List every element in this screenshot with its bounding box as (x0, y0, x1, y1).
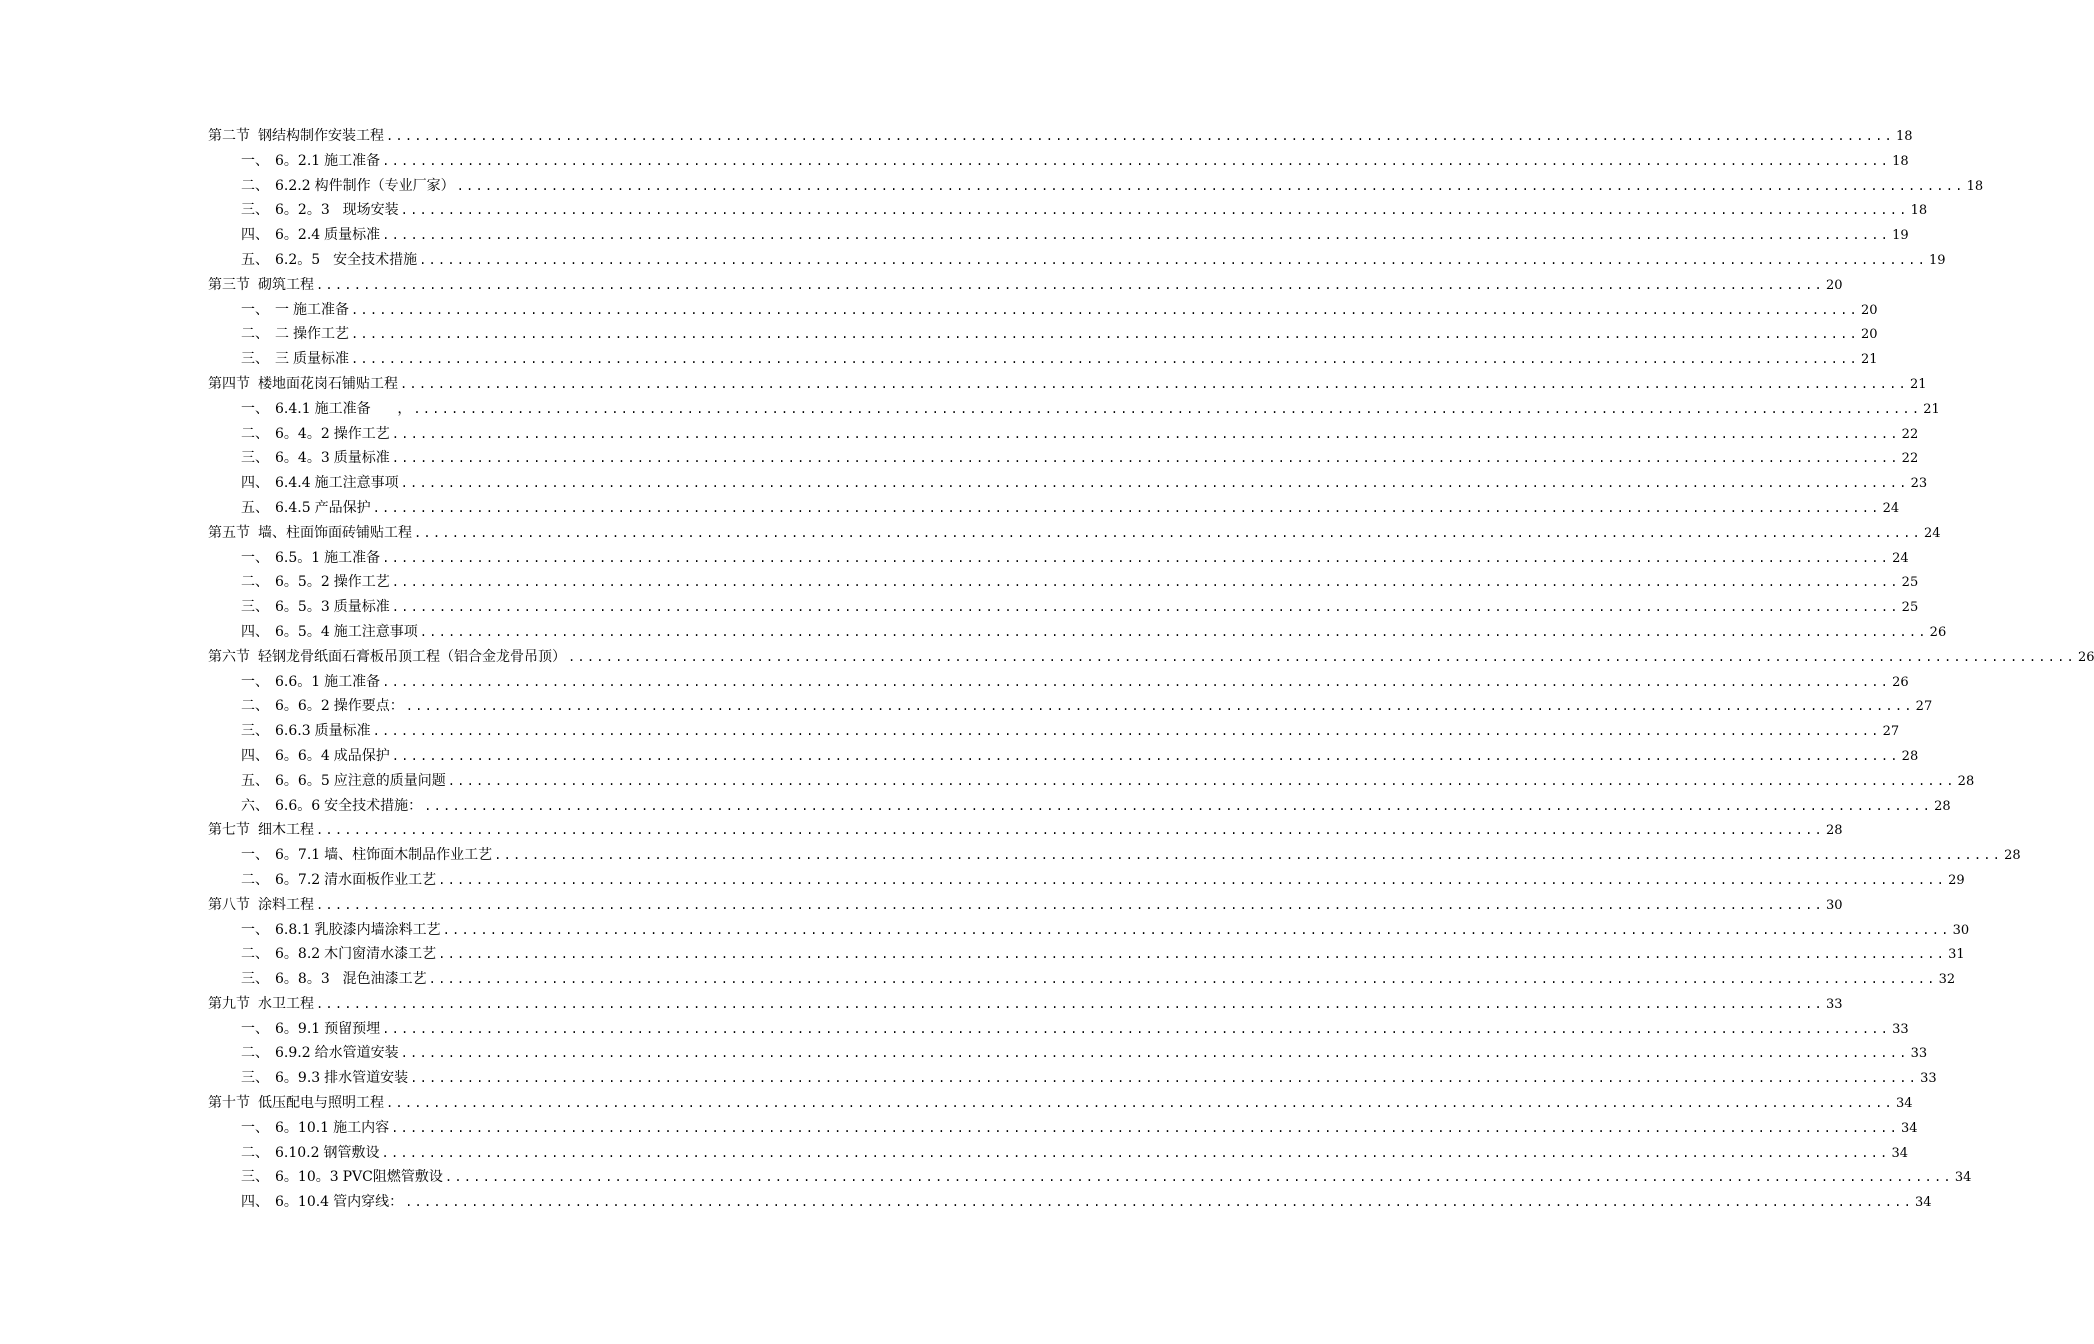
toc-entry-title: 操作工艺 (333, 574, 390, 591)
toc-entry-ordinal: 一、 (241, 921, 269, 938)
toc-page-number: 26 (2077, 649, 2094, 665)
toc-entry-title: 低压配电与照明工程 (258, 1095, 384, 1112)
toc-page-number: 31 (1948, 947, 1965, 963)
toc-entry-ordinal: 六、 (241, 797, 269, 814)
toc-entry-title: PVC阻燃管敷设 (342, 1169, 443, 1186)
toc-entry-title: 施工准备 ， (314, 400, 412, 417)
toc-entry-ordinal: 三、 (241, 1169, 269, 1186)
toc-entry-title: 清水面板作业工艺 (324, 871, 437, 888)
toc-entry[interactable] (208, 1190, 1932, 1215)
toc-section[interactable] (208, 645, 2094, 670)
toc-entry-ordinal: 第四节 (208, 375, 250, 392)
toc-entry-ordinal: 第六节 (208, 648, 250, 665)
toc-section[interactable] (208, 818, 1843, 843)
toc-entry-ordinal: 第二节 (208, 128, 250, 144)
toc-entry-title: 预留预埋 (324, 1020, 381, 1037)
toc-entry-ordinal: 五、 (241, 772, 269, 789)
toc-page-number: 34 (1891, 1145, 1909, 1161)
toc-entry-title: 施工注意事项 (333, 623, 418, 640)
toc-entry-number: 6。5。2 (275, 574, 330, 591)
toc-entry[interactable] (208, 967, 1956, 992)
toc-entry[interactable] (208, 719, 1900, 744)
toc-entry[interactable] (208, 174, 1984, 199)
toc-section[interactable] (208, 992, 1843, 1017)
toc-entry-ordinal: 二、 (241, 425, 269, 442)
toc-page-number: 18 (1910, 203, 1928, 219)
toc-entry[interactable] (208, 1116, 1918, 1141)
toc-entry-ordinal: 第九节 (208, 995, 250, 1012)
toc-page-number: 24 (1923, 525, 1941, 541)
toc-entry-ordinal: 一、 (241, 1020, 269, 1037)
toc-entry-number: 6。7.1 (275, 847, 321, 864)
toc-entry-number: 二 (275, 326, 289, 343)
toc-entry-number: 6。9.1 (275, 1020, 321, 1037)
toc-page-number: 32 (1938, 972, 1956, 988)
toc-entry[interactable] (208, 322, 1878, 347)
toc-page-number: 28 (1825, 823, 1843, 839)
dot-leader: ................................................................................................................................................................ (391, 575, 1900, 590)
toc-entry[interactable] (208, 1165, 1972, 1190)
toc-page-number: 18 (1966, 178, 1984, 194)
toc-page-number: 22 (1901, 426, 1919, 442)
dot-leader: ................................................................................................................................................................ (438, 947, 1947, 962)
dot-leader: ................................................................................................................................................................ (316, 277, 1824, 292)
toc-entry-ordinal: 一、 (241, 847, 269, 864)
toc-section[interactable] (208, 273, 1843, 298)
dot-leader: ................................................................................................................................................................ (382, 550, 1891, 565)
toc-entry-ordinal: 三、 (241, 1070, 269, 1087)
toc-entry-ordinal: 一、 (241, 1119, 269, 1136)
dot-leader: ................................................................................................................................................................ (386, 129, 1894, 143)
toc-entry-number: 6.4.4 (275, 475, 311, 492)
toc-entry-title: 质量标准 (333, 450, 390, 467)
toc-entry-number: 6.4.5 (275, 499, 311, 516)
dot-leader: ................................................................................................................................................................ (391, 426, 1900, 441)
toc-section[interactable] (208, 521, 1941, 546)
toc-entry-title: 构件制作（专业厂家） (314, 177, 455, 194)
dot-leader: ................................................................................................................................................................ (391, 600, 1900, 615)
toc-entry-title: 操作要点： (333, 698, 404, 715)
toc-entry[interactable] (208, 570, 1919, 595)
toc-entry-number: 6。6。2 (275, 698, 330, 715)
dot-leader: ................................................................................................................................................................ (447, 773, 1956, 788)
dot-leader: ................................................................................................................................................................ (382, 153, 1891, 168)
toc-entry[interactable] (208, 223, 1909, 248)
dot-leader: ................................................................................................................................................................ (568, 649, 2076, 664)
toc-entry[interactable] (208, 422, 1919, 447)
dot-leader: ................................................................................................................................................................ (316, 996, 1824, 1011)
dot-leader: ................................................................................................................................................................ (351, 352, 1859, 367)
dot-leader: ................................................................................................................................................................ (391, 451, 1900, 466)
toc-entry[interactable] (208, 546, 1909, 571)
toc-entry-title: 施工准备 (293, 301, 349, 318)
toc-entry-title: 楼地面花岗石铺贴工程 (258, 375, 398, 392)
toc-entry-number: 6。5。3 (275, 599, 330, 616)
toc-page-number: 24 (1892, 550, 1909, 566)
toc-page-number: 26 (1929, 624, 1947, 640)
toc-entry-ordinal: 二、 (241, 574, 269, 591)
toc-entry-title: 水卫工程 (258, 995, 314, 1012)
toc-entry-number: 6.6.3 (275, 723, 311, 740)
toc-page-number: 21 (1909, 376, 1927, 392)
toc-entry-number: 6.9.2 (275, 1045, 311, 1062)
toc-entry-title: 操作工艺 (293, 326, 349, 343)
toc-entry-ordinal: 五、 (241, 499, 269, 516)
toc-entry-number: 6。6。5 (275, 772, 330, 789)
toc-entry-title: 钢管敷设 (323, 1144, 380, 1161)
dot-leader: ................................................................................................................................................................ (391, 748, 1900, 763)
toc-entry-title: 给水管道安装 (314, 1045, 399, 1062)
toc-entry-ordinal: 三、 (241, 351, 269, 368)
toc-page-number: 20 (1825, 277, 1843, 293)
toc-entry-title: 轻钢龙骨纸面石膏板吊顶工程（铝合金龙骨吊顶） (258, 648, 566, 665)
toc-entry[interactable] (208, 496, 1900, 521)
toc-entry-number: 6。4。3 (275, 450, 330, 467)
toc-page-number: 20 (1860, 302, 1878, 318)
toc-entry-ordinal: 三、 (241, 723, 269, 740)
toc-page-number: 26 (1892, 674, 1909, 690)
toc-entry[interactable] (208, 595, 1919, 620)
toc-entry[interactable] (208, 347, 1878, 372)
dot-leader: ................................................................................................................................................................ (413, 401, 1922, 416)
toc-entry-ordinal: 二、 (241, 698, 269, 715)
toc-entry-ordinal: 二、 (241, 1144, 269, 1161)
toc-entry-title: 施工内容 (333, 1119, 390, 1136)
toc-entry-title: 安全技术措施： (324, 797, 423, 814)
toc-entry-number: 6.2.2 (275, 177, 311, 194)
toc-page-number: 20 (1860, 327, 1878, 343)
toc-entry[interactable] (208, 446, 1919, 471)
toc-entry-ordinal: 四、 (241, 623, 269, 640)
toc-page-number: 28 (1934, 798, 1951, 814)
toc-entry-ordinal: 第五节 (208, 524, 250, 541)
toc-entry[interactable] (208, 694, 1933, 719)
toc-entry-title: 施工准备 (324, 673, 381, 690)
toc-entry-title: 质量标准 (333, 599, 390, 616)
toc-entry-title: 产品保护 (314, 499, 371, 516)
toc-entry-number: 6.6。6 (275, 797, 321, 814)
toc-section[interactable] (208, 124, 1913, 149)
dot-leader: ................................................................................................................................................................ (438, 872, 1947, 887)
toc-entry[interactable] (208, 942, 1965, 967)
toc-entry-number: 6。4。2 (275, 425, 330, 442)
toc-entry[interactable] (208, 1141, 1909, 1166)
toc-entry-title: 排水管道安装 (324, 1070, 409, 1087)
toc-entry-number: 三 (275, 351, 289, 368)
toc-entry[interactable] (208, 843, 2021, 868)
toc-page-number: 25 (1901, 600, 1919, 616)
toc-section[interactable] (208, 893, 1843, 918)
toc-entry[interactable] (208, 1041, 1928, 1066)
toc-entry-title: 安全技术措施 (324, 251, 418, 268)
toc-entry-title: 施工准备 (324, 549, 381, 566)
toc-entry-title: 质量标准 (324, 227, 381, 244)
toc-page-number: 18 (1892, 153, 1909, 169)
dot-leader: ................................................................................................................................................................ (386, 1096, 1894, 1111)
toc-entry-ordinal: 一、 (241, 400, 269, 417)
toc-entry-ordinal: 二、 (241, 946, 269, 963)
toc-section[interactable] (208, 1091, 1913, 1116)
dot-leader: ................................................................................................................................................................ (316, 897, 1824, 912)
dot-leader: ................................................................................................................................................................ (405, 1195, 1914, 1210)
toc-entry-number: 6.10.2 (275, 1144, 320, 1161)
toc-entry-title: 墙、柱面饰面砖铺贴工程 (258, 524, 412, 541)
toc-entry[interactable] (208, 248, 1946, 273)
toc-entry-number: 6。5。4 (275, 623, 330, 640)
dot-leader: ................................................................................................................................................................ (428, 972, 1937, 987)
dot-leader: ................................................................................................................................................................ (381, 1145, 1890, 1160)
dot-leader: ................................................................................................................................................................ (382, 1021, 1891, 1036)
toc-entry[interactable] (208, 149, 1909, 174)
toc-entry-number: 6。8。3 (275, 971, 330, 988)
dot-leader: ................................................................................................................................................................ (382, 228, 1891, 243)
dot-leader: ................................................................................................................................................................ (400, 376, 1908, 391)
toc-entry[interactable] (208, 1017, 1909, 1042)
toc-page-number: 33 (1825, 996, 1843, 1012)
toc-entry-ordinal: 一、 (241, 301, 269, 318)
toc-entry-ordinal: 四、 (241, 475, 269, 492)
toc-page-number: 24 (1882, 500, 1900, 516)
toc-page-number: 34 (1901, 1120, 1918, 1136)
toc-page-number: 28 (2004, 848, 2021, 864)
toc-entry-title: 施工注意事项 (314, 475, 399, 492)
dot-leader: ................................................................................................................................................................ (442, 922, 1951, 937)
toc-entry-title: 质量标准 (293, 351, 349, 368)
toc-entry[interactable] (208, 397, 1940, 422)
toc-page-number: 27 (1882, 724, 1900, 740)
toc-entry-number: 6。10.1 (275, 1119, 330, 1136)
dot-leader: ................................................................................................................................................................ (391, 1120, 1900, 1135)
toc-entry-number: 6.5。1 (275, 549, 321, 566)
toc-entry-ordinal: 二、 (241, 871, 269, 888)
toc-entry-title: 质量标准 (314, 723, 371, 740)
toc-page-number: 34 (1915, 1195, 1932, 1211)
dot-leader: ................................................................................................................................................................ (400, 476, 1909, 491)
toc-entry[interactable] (208, 1066, 1937, 1091)
dot-leader: ................................................................................................................................................................ (372, 724, 1881, 739)
toc-page-number: 30 (1825, 897, 1843, 913)
toc-entry-ordinal: 五、 (241, 251, 269, 268)
dot-leader: ................................................................................................................................................................ (424, 798, 1933, 813)
toc-entry[interactable] (208, 794, 1951, 819)
toc-entry-title: 乳胶漆内墙涂料工艺 (314, 921, 441, 938)
toc-page-number: 27 (1915, 699, 1933, 715)
toc-entry-title: 钢结构制作安装工程 (258, 128, 384, 144)
toc-entry[interactable] (208, 620, 1947, 645)
dot-leader: ................................................................................................................................................................ (410, 1071, 1919, 1086)
toc-entry-title: 墙、柱饰面木制品作业工艺 (324, 847, 493, 864)
toc-entry[interactable] (208, 918, 1970, 943)
toc-entry-ordinal: 三、 (241, 202, 269, 219)
toc-entry-number: 6。10。3 (275, 1169, 339, 1186)
dot-leader: ................................................................................................................................................................ (400, 203, 1909, 218)
toc-entry-ordinal: 二、 (241, 326, 269, 343)
toc-entry-ordinal: 一、 (241, 673, 269, 690)
toc-entry-ordinal: 二、 (241, 1045, 269, 1062)
toc-page-number: 21 (1860, 352, 1878, 368)
toc-entry[interactable] (208, 298, 1878, 323)
toc-entry[interactable] (208, 868, 1965, 893)
toc-entry-number: 6。2.1 (275, 152, 321, 169)
dot-leader: ................................................................................................................................................................ (419, 252, 1928, 267)
toc-entry-ordinal: 第八节 (208, 896, 250, 913)
toc-entry-number: 6.2。5 (275, 251, 321, 268)
toc-page-number: 33 (1920, 1071, 1937, 1087)
toc-page-number: 28 (1901, 748, 1919, 764)
dot-leader: ................................................................................................................................................................ (419, 624, 1928, 639)
toc-entry[interactable] (208, 769, 1975, 794)
toc-entry-title: 应注意的质量问题 (333, 772, 446, 789)
toc-page-number: 33 (1892, 1021, 1909, 1037)
toc-section[interactable] (208, 372, 1927, 397)
toc-entry-title: 涂料工程 (258, 896, 314, 913)
toc-entry-ordinal: 三、 (241, 599, 269, 616)
dot-leader: ................................................................................................................................................................ (400, 1046, 1909, 1061)
toc-entry-title: 砌筑工程 (258, 276, 314, 293)
dot-leader: ................................................................................................................................................................ (316, 823, 1824, 838)
toc-entry-number: 6。2。3 (275, 202, 330, 219)
toc-entry-number: 一 (275, 301, 289, 318)
toc-entry-title: 成品保护 (333, 747, 390, 764)
toc-page-number: 21 (1923, 401, 1940, 417)
dot-leader: ................................................................................................................................................................ (456, 178, 1965, 193)
toc-entry[interactable] (208, 670, 1909, 695)
toc-entry[interactable] (208, 471, 1928, 496)
toc-entry-title: 管内穿线： (333, 1194, 404, 1211)
toc-entry-number: 6。2.4 (275, 227, 321, 244)
toc-page-number: 19 (1929, 252, 1946, 268)
toc-entry-number: 6。10.4 (275, 1194, 330, 1211)
toc-page-number: 29 (1948, 872, 1965, 888)
toc-page-number: 19 (1892, 228, 1909, 244)
dot-leader: ................................................................................................................................................................ (382, 674, 1891, 689)
toc-entry-ordinal: 一、 (241, 549, 269, 566)
toc-entry-ordinal: 一、 (241, 152, 269, 169)
toc-page-number: 22 (1901, 451, 1919, 467)
dot-leader: ................................................................................................................................................................ (351, 327, 1859, 342)
toc-entry-ordinal: 四、 (241, 1194, 269, 1211)
toc-entry-title: 细木工程 (258, 822, 314, 839)
toc-entry-title: 操作工艺 (333, 425, 390, 442)
toc-entry-ordinal: 三、 (241, 450, 269, 467)
toc-entry-ordinal: 第十节 (208, 1095, 250, 1112)
toc-entry-ordinal: 二、 (241, 177, 269, 194)
toc-entry[interactable] (208, 198, 1928, 223)
toc-entry-title: 现场安装 (333, 202, 399, 219)
toc-page-number: 33 (1910, 1046, 1928, 1062)
toc-page-number: 34 (1954, 1170, 1972, 1186)
toc-entry-ordinal: 第三节 (208, 276, 250, 293)
table-of-contents (208, 124, 2094, 1215)
toc-entry-title: 木门窗清水漆工艺 (324, 946, 437, 963)
dot-leader: ................................................................................................................................................................ (444, 1170, 1953, 1185)
toc-entry-number: 6。7.2 (275, 871, 321, 888)
dot-leader: ................................................................................................................................................................ (494, 848, 2003, 863)
toc-entry-number: 6。8.2 (275, 946, 321, 963)
toc-page-number: 18 (1895, 129, 1913, 144)
toc-entry-ordinal: 四、 (241, 747, 269, 764)
dot-leader: ................................................................................................................................................................ (372, 500, 1881, 515)
toc-entry-title: 混色油漆工艺 (333, 971, 427, 988)
dot-leader: ................................................................................................................................................................ (351, 302, 1859, 317)
toc-entry-ordinal: 四、 (241, 227, 269, 244)
toc-page-number: 28 (1957, 773, 1975, 789)
dot-leader: ................................................................................................................................................................ (405, 699, 1914, 714)
toc-entry-number: 6.6。1 (275, 673, 321, 690)
toc-entry-title: 施工准备 (324, 152, 381, 169)
toc-page-number: 30 (1952, 922, 1970, 938)
toc-entry[interactable] (208, 744, 1919, 769)
toc-entry-ordinal: 三、 (241, 971, 269, 988)
toc-entry-number: 6。9.3 (275, 1070, 321, 1087)
toc-page-number: 34 (1895, 1096, 1913, 1112)
toc-entry-number: 6.4.1 (275, 400, 311, 417)
toc-page-number: 25 (1901, 575, 1919, 591)
toc-page-number: 23 (1910, 476, 1928, 492)
dot-leader: ................................................................................................................................................................ (414, 525, 1922, 540)
toc-entry-number: 6。6。4 (275, 747, 330, 764)
toc-entry-number: 6.8.1 (275, 921, 311, 938)
toc-entry-ordinal: 第七节 (208, 822, 250, 839)
